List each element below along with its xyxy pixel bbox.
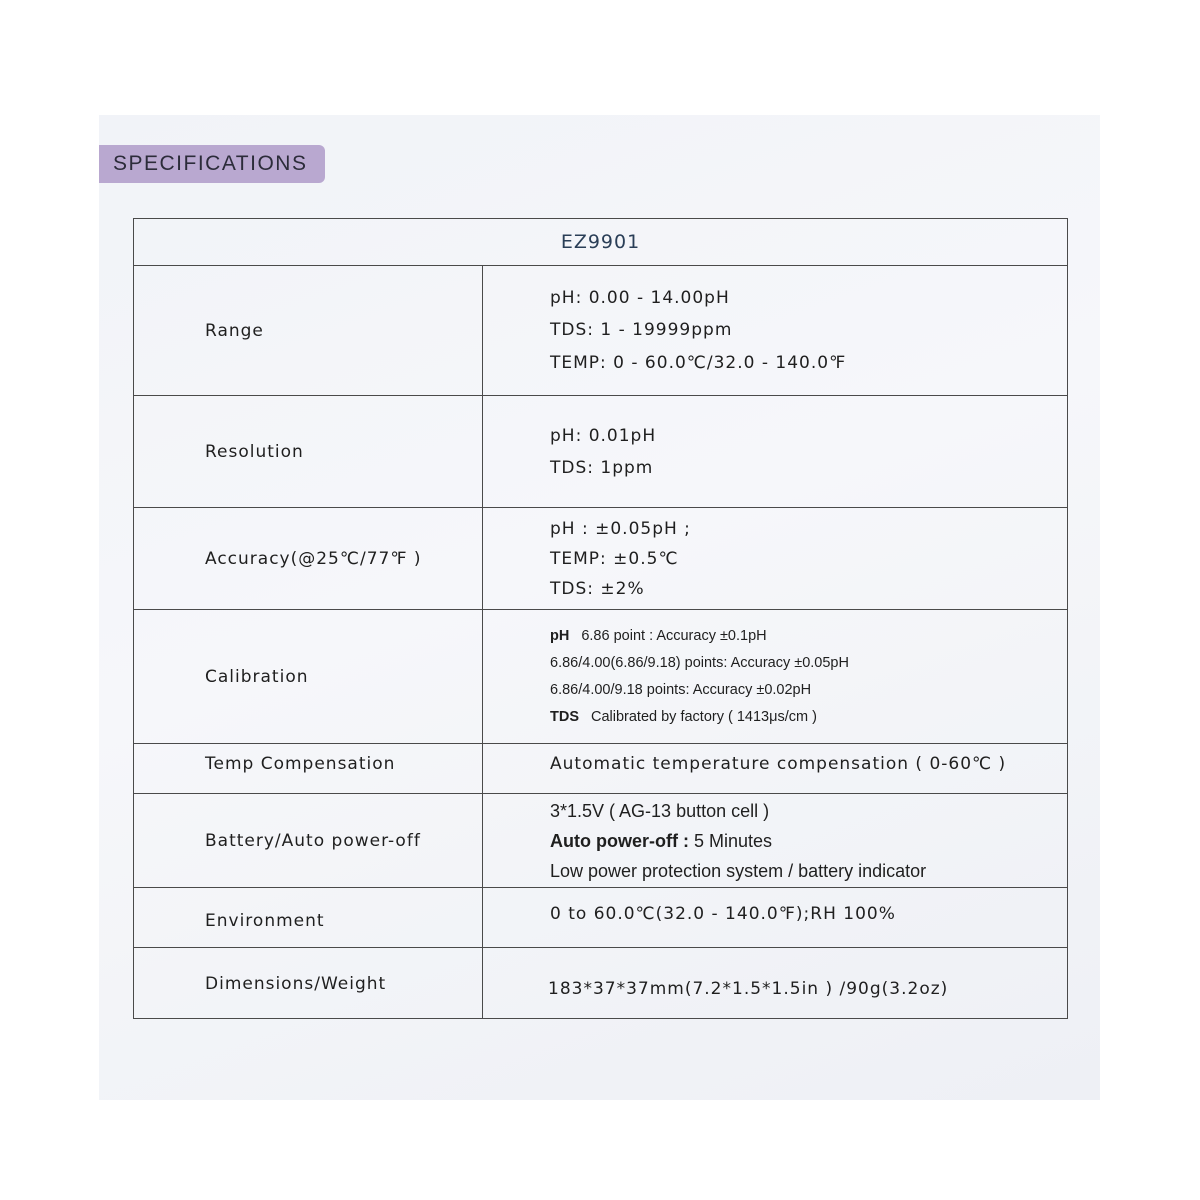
- battery-auto-off: [550, 826, 1067, 856]
- battery-protection: Low power protection system / battery indicator: [550, 860, 927, 881]
- table-row: [134, 888, 1068, 948]
- calibration-values: [483, 610, 1068, 744]
- calibration-tds-text: Calibrated by factory ( 1413μs/cm ): [591, 708, 817, 725]
- range-tds: TDS: 1 - 19999ppm: [550, 320, 733, 341]
- spec-panel: [99, 115, 1100, 1100]
- battery-label: Battery/Auto power-off: [134, 794, 483, 888]
- calibration-ph-text: 6.86 point : Accuracy ±0.1pH: [581, 627, 767, 644]
- calibration-ph-prefix: pH: [550, 627, 570, 644]
- section-title: SPECIFICATIONS: [99, 145, 325, 183]
- accuracy-ph: pH : ±0.05pH ;: [550, 518, 691, 539]
- environment-label: Environment: [134, 888, 483, 948]
- range-temp: TEMP: 0 - 60.0℃/32.0 - 140.0℉: [550, 352, 847, 373]
- calibration-tds-prefix: TDS: [550, 708, 579, 725]
- resolution-tds: TDS: 1ppm: [550, 457, 654, 478]
- table-row: [134, 508, 1068, 610]
- table-row: [134, 396, 1068, 508]
- range-label: Range: [134, 266, 483, 396]
- temp-compensation-value: Automatic temperature compensation ( 0-60℃ ): [483, 744, 1068, 794]
- accuracy-temp: TEMP: ±0.5℃: [550, 548, 679, 569]
- calibration-tds-line: [550, 704, 1067, 731]
- battery-auto-off-prefix: Auto power-off :: [550, 830, 689, 851]
- environment-value: 0 to 60.0℃(32.0 - 140.0℉);RH 100%: [483, 888, 1068, 948]
- calibration-line-2: 6.86/4.00(6.86/9.18) points: Accuracy ±0.05pH: [550, 654, 849, 671]
- range-ph: pH: 0.00 - 14.00pH: [550, 287, 730, 308]
- model-name: EZ9901: [134, 219, 1068, 266]
- accuracy-values: [483, 508, 1068, 610]
- range-values: [483, 266, 1068, 396]
- accuracy-tds: TDS: ±2%: [550, 578, 645, 599]
- resolution-ph: pH: 0.01pH: [550, 425, 657, 446]
- calibration-line-3: 6.86/4.00/9.18 points: Accuracy ±0.02pH: [550, 681, 812, 698]
- battery-auto-off-value: 5 Minutes: [688, 830, 773, 851]
- table-row: [134, 948, 1068, 1019]
- spec-table: [133, 218, 1068, 1019]
- temp-compensation-label: Temp Compensation: [134, 744, 483, 794]
- dimensions-label: Dimensions/Weight: [134, 948, 483, 1019]
- resolution-label: Resolution: [134, 396, 483, 508]
- calibration-ph-line: [550, 623, 1067, 650]
- dimensions-value: 183*37*37mm(7.2*1.5*1.5in ) /90g(3.2oz): [483, 948, 1068, 1019]
- table-row: [134, 794, 1068, 888]
- table-row: [134, 610, 1068, 744]
- battery-cell: 3*1.5V ( AG-13 button cell ): [550, 800, 770, 821]
- table-row: [134, 266, 1068, 396]
- accuracy-label: Accuracy(@25℃/77℉ ): [134, 508, 483, 610]
- battery-values: [483, 794, 1068, 888]
- calibration-label: Calibration: [134, 610, 483, 744]
- table-row: [134, 744, 1068, 794]
- resolution-values: [483, 396, 1068, 508]
